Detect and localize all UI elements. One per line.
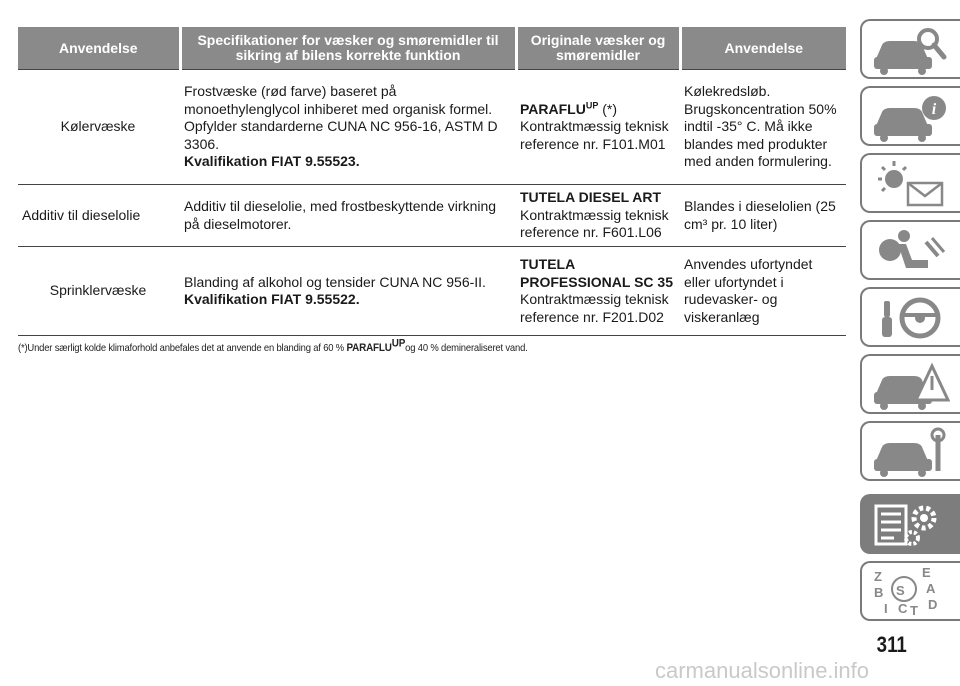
product-superscript: UP xyxy=(585,100,599,111)
row-product xyxy=(516,185,680,247)
index-letter: S xyxy=(896,583,905,598)
alphabetical-index-icon xyxy=(870,567,950,617)
page-number: 311 xyxy=(876,632,907,657)
row-product xyxy=(516,70,680,185)
spec-text: Frostvæske (rød farve) baseret på monoethylenglycol inhiberet med organisk formel. Opfylder standarderne CUNA NC 956-16, ASTM D 3306. xyxy=(184,83,498,152)
car-magnifier-icon xyxy=(870,25,950,75)
footnote xyxy=(18,337,774,354)
car-info-icon xyxy=(870,92,950,142)
spec-qualification: Kvalifikation FIAT 9.55522. xyxy=(184,291,360,307)
footnote-product: PARAFLU xyxy=(346,342,392,354)
product-reference: Kontraktmæssig teknisk reference nr. F201.D02 xyxy=(520,291,669,325)
footnote-product-superscript: UP xyxy=(391,337,406,350)
row-use: Sprinklervæske xyxy=(18,247,180,336)
index-letter: C xyxy=(898,601,908,616)
header-original-fluids: Originale væsker og smøremidler xyxy=(516,27,680,70)
product-reference: Kontraktmæssig teknisk reference nr. F101.M01 xyxy=(520,118,669,152)
row-spec xyxy=(180,247,516,336)
row-application: Blandes i dieselolien (25 cm³ pr. 10 liter) xyxy=(680,185,846,247)
car-warning-triangle-icon xyxy=(870,360,950,410)
watermark: carmanualsonline.info xyxy=(655,658,870,683)
table-row xyxy=(18,247,846,336)
table-header-row xyxy=(18,27,846,70)
spec-text: Blanding af alkohol og tensider CUNA NC 956-II. xyxy=(184,273,486,290)
header-specification: Specifikationer for væsker og smøremidler til sikring af bilens korrekte funktion xyxy=(180,27,516,70)
row-spec xyxy=(180,70,516,185)
airbag-passenger-icon xyxy=(870,226,950,276)
row-spec: Additiv til dieselolie, med frostbeskyttende virkning på dieselmotorer. xyxy=(180,185,516,247)
warning-light-envelope-icon xyxy=(870,159,950,209)
tab-safety[interactable] xyxy=(860,220,960,280)
fluids-spec-table xyxy=(18,27,846,336)
spec-qualification: Kvalifikation FIAT 9.55523. xyxy=(184,153,360,170)
table-row xyxy=(18,185,846,247)
row-use: Additiv til dieselolie xyxy=(18,185,180,247)
tab-dashboard[interactable] xyxy=(860,19,960,79)
product-footnote-mark: (*) xyxy=(602,100,618,117)
tab-warning-lights[interactable] xyxy=(860,153,960,213)
tab-index[interactable] xyxy=(860,561,960,621)
table-row xyxy=(18,70,846,185)
index-letter: I xyxy=(884,601,888,616)
tab-maintenance[interactable] xyxy=(860,421,960,481)
row-product xyxy=(516,247,680,336)
svg-text:i: i xyxy=(931,101,937,118)
row-use: Kølervæske xyxy=(18,70,180,185)
index-letter: E xyxy=(922,567,931,580)
product-name: TUTELA PROFESSIONAL SC 35 xyxy=(520,256,674,290)
index-letter: B xyxy=(874,585,884,600)
tab-emergency[interactable] xyxy=(860,354,960,414)
index-letter: Z xyxy=(874,569,882,584)
specifications-gear-icon xyxy=(870,500,950,550)
product-name: TUTELA DIESEL ART xyxy=(520,189,662,206)
index-letter: T xyxy=(910,603,918,617)
row-application: Anvendes ufortyndet eller ufortyndet i rudevasker- og viskeranlæg xyxy=(680,247,846,336)
tab-starting-driving[interactable] xyxy=(860,287,960,347)
header-application: Anvendelse xyxy=(680,27,846,70)
header-use: Anvendelse xyxy=(18,27,180,70)
row-application: Kølekredsløb. Brugskoncentration 50% indtil -35° C. Må ikke blandes med produkter med anden formulering. xyxy=(680,70,846,185)
index-letter: A xyxy=(926,581,936,596)
steering-wheel-key-icon xyxy=(870,293,950,343)
tab-technical-specifications[interactable] xyxy=(860,494,960,554)
car-wrench-icon xyxy=(870,427,950,477)
index-letter: D xyxy=(928,597,938,612)
tab-getting-to-know[interactable] xyxy=(860,86,960,146)
footnote-text: (*)Under særligt kolde klimaforhold anbefales det at anvende en blanding af 60 % xyxy=(18,342,347,354)
footnote-text-end: og 40 % demineraliseret vand. xyxy=(405,342,528,354)
product-name: PARAFLU xyxy=(520,100,586,117)
product-reference: Kontraktmæssig teknisk reference nr. F601.L06 xyxy=(520,206,669,241)
